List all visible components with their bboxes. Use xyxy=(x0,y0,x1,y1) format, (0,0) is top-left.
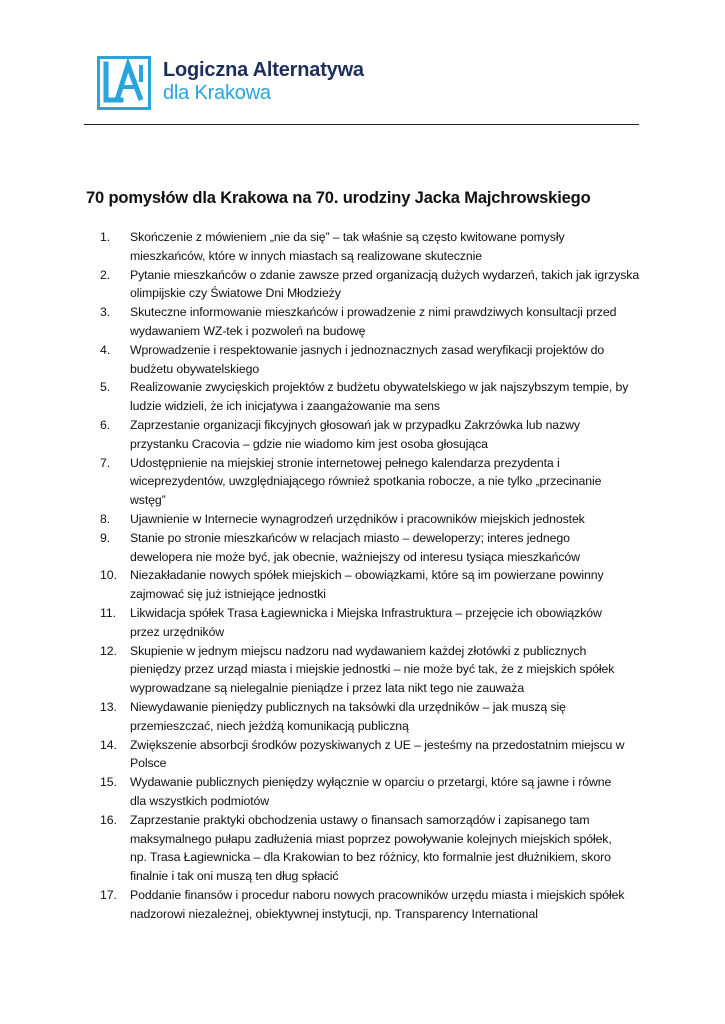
list-item-line: olimpijskie czy Światowe Dni Młodzieży xyxy=(130,286,341,301)
list-item-line: wyprowadzane są nielegalnie pieniądze i przez lata nikt tego nie zauważa xyxy=(130,681,525,696)
list-item-line: przystanku Cracovia – gdzie nie wiadomo kim jest osoba głosująca xyxy=(130,436,488,451)
list-item xyxy=(100,266,645,304)
logo-name-line2: dla Krakowa xyxy=(163,82,271,104)
list-item xyxy=(100,698,645,736)
list-item-number: 9. xyxy=(100,530,111,545)
list-item-line: maksymalnego pułapu zadłużenia miast poprzez powoływanie kolejnych miejskich spółek, xyxy=(130,831,612,846)
list-item-line: Wydawanie publicznych pieniędzy wyłącznie w oparciu o przetargi, które są jawne i równe xyxy=(130,775,612,790)
list-item xyxy=(100,642,645,698)
list-item-line: Ujawnienie w Internecie wynagrodzeń urzędników i pracowników miejskich jednostek xyxy=(130,511,585,526)
list-item xyxy=(100,341,645,379)
list-item xyxy=(100,510,645,529)
list-item-line: wydawaniem WZ-tek i pozwoleń na budowę xyxy=(130,323,366,338)
list-item-number: 3. xyxy=(100,305,111,320)
list-item-text xyxy=(130,566,645,604)
list-item-line: Zwiększenie absorbcji środków pozyskiwanych z UE – jesteśmy na przedostatnim miejscu w xyxy=(130,737,625,752)
list-item-text xyxy=(130,303,645,341)
list-item xyxy=(100,378,645,416)
list-item-line: Poddanie finansów i procedur naboru nowych pracowników urzędu miasta i miejskich spółek xyxy=(130,887,625,902)
list-item xyxy=(100,886,645,924)
list-item-line: dla wszystkich podmiotów xyxy=(130,793,270,808)
list-item-number: 6. xyxy=(100,417,111,432)
list-item xyxy=(100,736,645,774)
list-item-number: 7. xyxy=(100,455,111,470)
list-item-line: finalnie i tak oni muszą ten dług spłacić xyxy=(130,869,339,884)
list-item xyxy=(100,566,645,604)
list-item-line: Wprowadzenie i respektowanie jasnych i jednoznacznych zasad weryfikacji projektów do xyxy=(130,342,605,357)
list-item-text xyxy=(130,341,645,379)
list-item-number: 13. xyxy=(100,699,117,714)
list-item-line: Realizowanie zwycięskich projektów z budżetu obywatelskiego w jak najszybszym tempie, by xyxy=(130,380,629,395)
list-item-line: Skupienie w jednym miejscu nadzoru nad wydawaniem każdej złotówki z publicznych xyxy=(130,643,587,658)
list-item-line: przez urzędników xyxy=(130,624,225,639)
list-item-line: Zaprzestanie organizacji fikcyjnych głosowań jak w przypadku Zakrzówka lub nazwy xyxy=(130,417,580,432)
header-divider xyxy=(84,124,639,125)
list-item-text xyxy=(130,454,645,510)
list-item-number: 14. xyxy=(100,737,117,752)
list-item-text xyxy=(130,698,645,736)
list-item xyxy=(100,811,645,886)
list-item xyxy=(100,228,645,266)
logo-name-line1: Logiczna Alternatywa xyxy=(163,59,364,81)
list-item-number: 2. xyxy=(100,267,111,282)
list-item-text xyxy=(130,266,645,304)
list-item-line: zajmować się już istniejące jednostki xyxy=(130,587,326,602)
list-item-number: 16. xyxy=(100,812,117,827)
list-item-line: Pytanie mieszkańców o zdanie zawsze przed organizacją dużych wydarzeń, takich jak igrzyska xyxy=(130,267,640,282)
list-item-number: 11. xyxy=(100,605,116,620)
list-item-line: Skuteczne informowanie mieszkańców i prowadzenie z nimi prawdziwych konsultacji przed xyxy=(130,305,617,320)
list-item xyxy=(100,454,645,510)
list-item-line: wstęg” xyxy=(130,493,166,508)
list-item xyxy=(100,303,645,341)
list-item-text xyxy=(130,736,645,774)
list-item-number: 1. xyxy=(100,230,111,244)
list-item-line: Skończenie z mówieniem „nie da się” – tak właśnie są często kwitowane pomysły xyxy=(130,230,565,244)
list-item-line: przemieszczać, niech jeżdżą komunikacją publiczną xyxy=(130,718,409,733)
list-item-line: Stanie po stronie mieszkańców w relacjach miasto – deweloperzy; interes jednego xyxy=(130,530,570,545)
list-item-line: Likwidacja spółek Trasa Łagiewnicka i Miejska Infrastruktura – przejęcie ich obowiązków xyxy=(130,605,602,620)
list-item-text xyxy=(130,510,645,529)
list-item-number: 15. xyxy=(100,775,117,790)
list-item-number: 17. xyxy=(100,887,117,902)
list-item-number: 12. xyxy=(100,643,117,658)
list-item-line: mieszkańców, które w innych miastach są realizowane skutecznie xyxy=(130,248,482,263)
list-item-text xyxy=(130,529,645,567)
list-item-number: 10. xyxy=(100,568,117,583)
list-item-line: Udostępnienie na miejskiej stronie internetowej pełnego kalendarza prezydenta i xyxy=(130,455,560,470)
list-item xyxy=(100,529,645,567)
list-item-line: nadzorowi niezależnej, obiektywnej instytucji, np. Transparency International xyxy=(130,906,538,921)
list-item-number: 4. xyxy=(100,342,111,357)
list-item-text xyxy=(130,416,645,454)
list-item-text xyxy=(130,773,645,811)
list-item-line: Niezakładanie nowych spółek miejskich – obowiązkami, które są im powierzane powinny xyxy=(130,568,604,583)
logo-wordmark xyxy=(163,58,364,104)
list-item-line: np. Trasa Łagiewnicka – dla Krakowian to bez różnicy, kto formalnie jest dłużnikiem, skoro xyxy=(130,850,611,865)
list-item-line: budżetu obywatelskiego xyxy=(130,361,260,376)
list-item xyxy=(100,416,645,454)
list-item-line: Polsce xyxy=(130,756,167,771)
list-item-text xyxy=(130,228,645,266)
list-item-line: wiceprezydentów, uwzględniającego również spotkania robocze, a nie tylko „przecinanie xyxy=(130,474,602,489)
list-item-text xyxy=(130,604,645,642)
list-item-text xyxy=(130,378,645,416)
ideas-list xyxy=(100,228,645,923)
list-item-line: Zaprzestanie praktyki obchodzenia ustawy o finansach samorządów i zapisanego tam xyxy=(130,812,590,827)
list-item xyxy=(100,773,645,811)
list-item-text xyxy=(130,886,645,924)
document-title: 70 pomysłów dla Krakowa na 70. urodziny Jacka Majchrowskiego xyxy=(86,189,591,207)
list-item-number: 5. xyxy=(100,380,111,395)
list-item-line: dewelopera nie może być, jak obecnie, ważniejszy od interesu tysiąca mieszkańców xyxy=(130,549,580,564)
list-item-line: pieniędzy przez urząd miasta i miejskie jednostki – nie może być tak, że z miejskich spółek xyxy=(130,662,615,677)
list-item-text xyxy=(130,642,645,698)
list-item-line: ludzie widzieli, że ich inicjatywa i zaangażowanie ma sens xyxy=(130,399,440,414)
list-item xyxy=(100,604,645,642)
logo-mark-icon xyxy=(97,56,151,110)
list-item-line: Niewydawanie pieniędzy publicznych na taksówki dla urzędników – jak muszą się xyxy=(130,699,566,714)
list-item-text xyxy=(130,811,645,886)
list-item-number: 8. xyxy=(100,511,111,526)
